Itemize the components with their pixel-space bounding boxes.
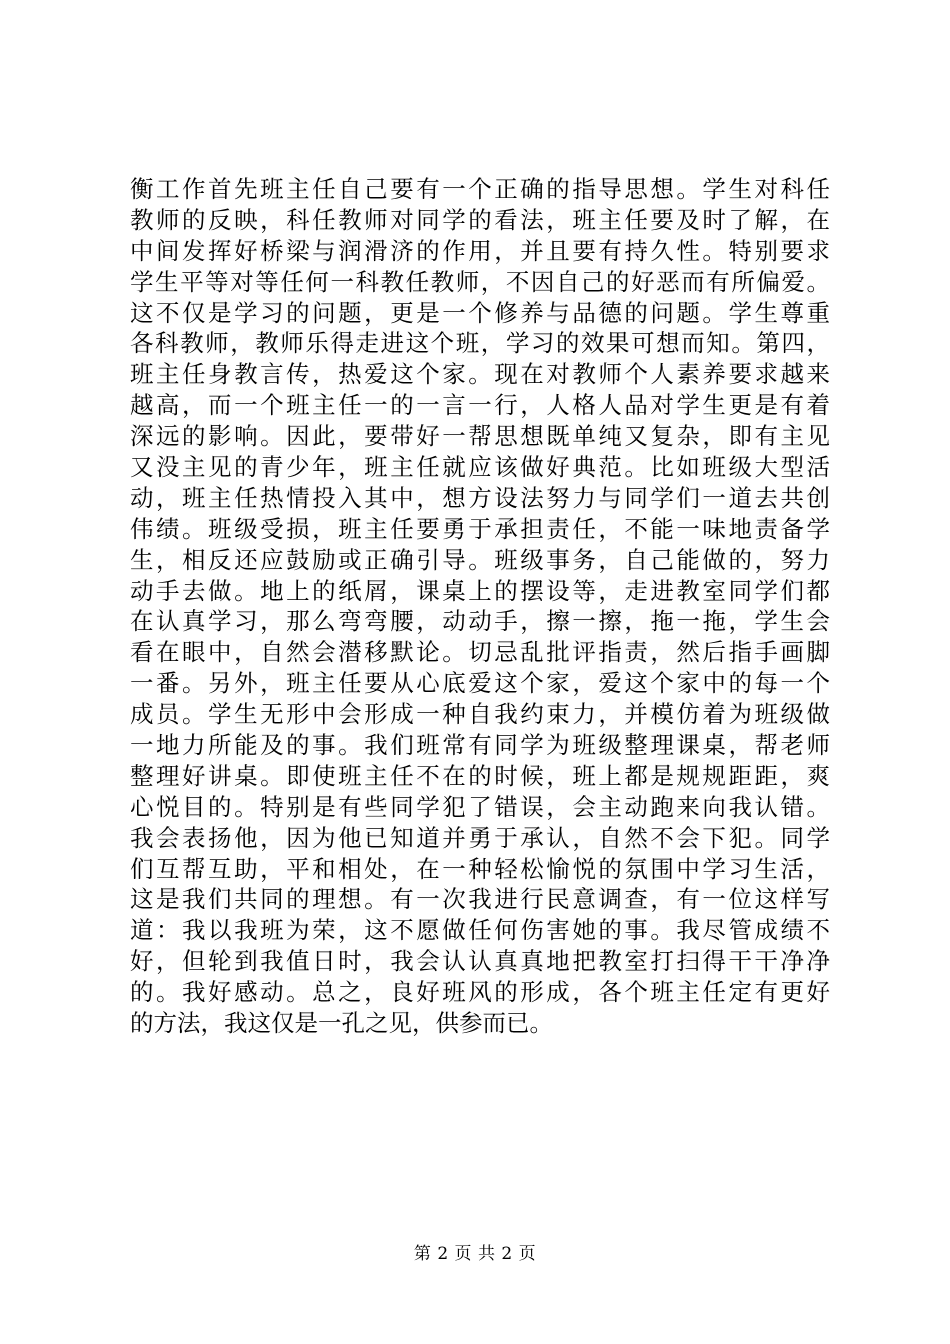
text-line: 的。我好感动。总之，良好班风的形成，各个班主任定有更好 [130,978,830,1007]
text-line: 教师的反映，科任教师对同学的看法，班主任要及时了解，在 [130,205,830,234]
text-line: 又没主见的青少年，班主任就应该做好典范。比如班级大型活 [130,453,830,482]
text-line: 我会表扬他，因为他已知道并勇于承认，自然不会下犯。同学 [130,823,830,852]
text-line: 整理好讲桌。即使班主任不在的时候，班上都是规规距距，爽 [130,761,830,790]
text-line: 的方法，我这仅是一孔之见，供参而已。 [130,1009,553,1038]
text-line: 衡工作首先班主任自己要有一个正确的指导思想。学生对科任 [130,175,830,203]
text-line: 越高，而一个班主任一的一言一行，人格人品对学生更是有着 [130,391,830,420]
text-line: 动，班主任热情投入其中，想方设法努力与同学们一道去共创 [130,483,830,512]
text-line: 好，但轮到我值日时，我会认认真真地把教室打扫得干干净净 [130,947,830,976]
text-line: 看在眼中，自然会潜移默论。切忌乱批评指责，然后指手画脚 [130,638,830,667]
text-line: 班主任身教言传，热爱这个家。现在对教师个人素养要求越来 [130,360,830,389]
page-number-footer: 第 2 页 共 2 页 [413,1244,537,1264]
text-line: 们互帮互助，平和相处，在一种轻松愉悦的氛围中学习生活， [130,854,830,883]
document-body [130,174,830,1039]
text-line: 学生平等对等任何一科教任教师，不因自己的好恶而有所偏爱。 [130,267,830,296]
text-line: 这是我们共同的理想。有一次我进行民意调查，有一位这样写 [130,885,830,914]
text-line: 在认真学习，那么弯弯腰，动动手，擦一擦，拖一拖，学生会 [130,607,830,636]
text-line: 这不仅是学习的问题，更是一个修养与品德的问题。学生尊重 [130,298,830,327]
text-line: 中间发挥好桥梁与润滑济的作用，并且要有持久性。特别要求 [130,236,830,265]
text-line: 一番。另外，班主任要从心底爱这个家，爱这个家中的每一个 [130,669,830,698]
text-line: 各科教师，教师乐得走进这个班，学习的效果可想而知。第四， [130,329,830,358]
text-line: 伟绩。班级受损，班主任要勇于承担责任，不能一味地责备学 [130,514,830,543]
text-line: 深远的影响。因此，要带好一帮思想既单纯又复杂，即有主见 [130,422,830,451]
text-line: 一地力所能及的事。我们班常有同学为班级整理课桌，帮老师 [130,731,830,760]
text-line: 动手去做。地上的纸屑，课桌上的摆设等，走进教室同学们都 [130,576,830,605]
text-line: 成员。学生无形中会形成一种自我约束力，并模仿着为班级做 [130,700,830,729]
text-line: 道：我以我班为荣，这不愿做任何伤害她的事。我尽管成绩不 [130,916,830,945]
text-line: 心悦目的。特别是有些同学犯了错误，会主动跑来向我认错。 [130,792,830,821]
text-line: 生，相反还应鼓励或正确引导。班级事务，自己能做的，努力 [130,545,830,574]
